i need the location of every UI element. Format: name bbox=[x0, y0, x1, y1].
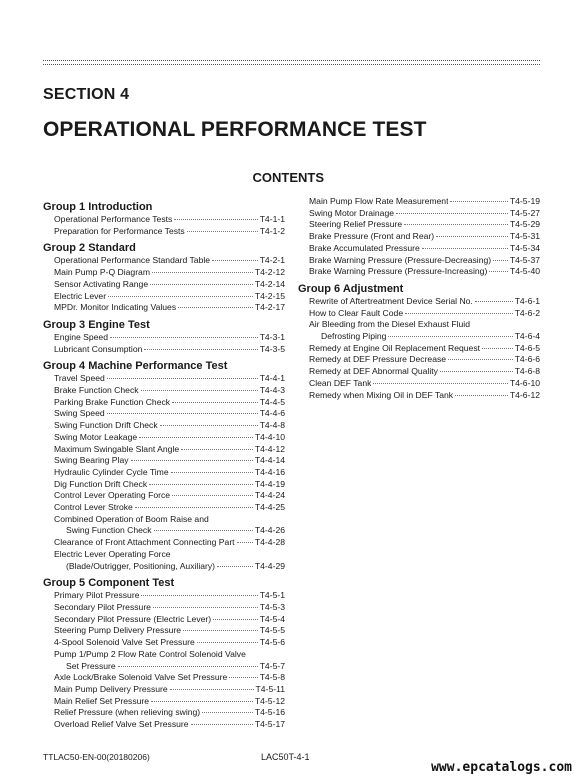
toc-entry[interactable] bbox=[43, 490, 285, 502]
toc-entry-title: Secondary Pilot Pressure bbox=[54, 601, 151, 612]
toc-entry-multiline[interactable] bbox=[298, 319, 540, 342]
toc-entry-title: Control Lever Stroke bbox=[54, 502, 133, 513]
toc-entry-title: Main Relief Set Pressure bbox=[54, 695, 150, 706]
toc-entry-page: T4-5-29 bbox=[509, 219, 540, 230]
toc-entry-page: T4-5-8 bbox=[259, 672, 285, 683]
toc-entry-page: T4-4-12 bbox=[254, 443, 285, 454]
toc-entry-title: Swing Bearing Play bbox=[54, 455, 129, 466]
toc-entry[interactable] bbox=[43, 707, 285, 719]
toc-entry[interactable] bbox=[298, 366, 540, 378]
toc-entry-page: T4-6-12 bbox=[509, 389, 540, 400]
toc-entry-page: T4-6-4 bbox=[514, 331, 540, 342]
toc-entry-title: Swing Function Drift Check bbox=[54, 420, 158, 431]
toc-entry[interactable] bbox=[43, 332, 285, 344]
leader-dots bbox=[170, 689, 254, 690]
toc-entry-page: T4-4-1 bbox=[259, 373, 285, 384]
leader-dots bbox=[422, 248, 508, 249]
toc-entry[interactable] bbox=[43, 420, 285, 432]
toc-entry[interactable] bbox=[43, 373, 285, 385]
toc-entry-page: T4-6-10 bbox=[509, 377, 540, 388]
toc-entry-page: T4-5-37 bbox=[509, 254, 540, 265]
top-rule bbox=[43, 60, 540, 61]
leader-dots bbox=[172, 402, 258, 403]
toc-entry-title: 4-Spool Solenoid Valve Set Pressure bbox=[54, 637, 195, 648]
toc-entry-title-line1: Combined Operation of Boom Raise and bbox=[54, 513, 209, 524]
toc-entry[interactable] bbox=[43, 291, 285, 303]
toc-entry-title: Steering Pump Delivery Pressure bbox=[54, 625, 182, 636]
toc-entry-title-line1: Electric Lever Operating Force bbox=[54, 548, 171, 559]
toc-entry-page: T4-5-40 bbox=[509, 266, 540, 277]
toc-entry[interactable] bbox=[43, 408, 285, 420]
footer-page-code: LAC50T-4-1 bbox=[261, 752, 310, 762]
toc-entry[interactable] bbox=[43, 672, 285, 684]
contents-heading: CONTENTS bbox=[252, 170, 324, 185]
leader-dots bbox=[135, 507, 253, 508]
toc-entry-title: Parking Brake Function Check bbox=[54, 396, 171, 407]
leader-dots bbox=[213, 619, 258, 620]
page-title: OPERATIONAL PERFORMANCE TEST bbox=[43, 118, 427, 141]
toc-entry[interactable] bbox=[298, 219, 540, 231]
leader-dots bbox=[118, 666, 258, 667]
leader-dots bbox=[172, 495, 253, 496]
toc-entry-page: T4-4-8 bbox=[259, 420, 285, 431]
leader-dots bbox=[237, 542, 253, 543]
toc-group-title[interactable]: Group 5 Component Test bbox=[43, 577, 175, 590]
leader-dots bbox=[171, 472, 253, 473]
toc-entry-page: T4-5-1 bbox=[259, 590, 285, 601]
toc-entry[interactable] bbox=[298, 378, 540, 390]
toc-group-title[interactable]: Group 3 Engine Test bbox=[43, 318, 150, 331]
leader-dots bbox=[110, 337, 258, 338]
leader-dots bbox=[183, 630, 258, 631]
toc-entry[interactable] bbox=[298, 208, 540, 220]
toc-entry-title: Operational Performance Tests bbox=[54, 214, 173, 224]
toc-entry[interactable] bbox=[298, 243, 540, 255]
toc-entry-page: T4-4-6 bbox=[259, 408, 285, 419]
toc-entry-page: T4-5-4 bbox=[259, 613, 285, 624]
section-label: SECTION 4 bbox=[43, 86, 130, 103]
toc-entry-page: T4-5-19 bbox=[509, 196, 540, 206]
toc-entry[interactable] bbox=[43, 267, 285, 279]
toc-entry-title: Sensor Activating Range bbox=[54, 278, 149, 289]
leader-dots bbox=[131, 460, 253, 461]
toc-entry-page: T4-1-1 bbox=[259, 214, 285, 224]
leader-dots bbox=[153, 607, 258, 608]
toc-entry-page: T4-3-1 bbox=[259, 331, 285, 342]
toc-entry-page: T4-5-16 bbox=[254, 707, 285, 718]
toc-entry-title: Operational Performance Standard Table bbox=[54, 255, 211, 266]
leader-dots bbox=[450, 201, 507, 202]
toc-entry-title-line1: Pump 1/Pump 2 Flow Rate Control Solenoid Valve bbox=[54, 648, 246, 659]
toc-entry-title: Main Pump Delivery Pressure bbox=[54, 683, 168, 694]
toc-entry-multiline[interactable] bbox=[43, 549, 285, 572]
toc-entry-title: Main Pump P-Q Diagram bbox=[54, 267, 150, 278]
leader-dots bbox=[388, 336, 512, 337]
toc-entry[interactable] bbox=[43, 602, 285, 614]
leader-dots bbox=[107, 378, 258, 379]
toc-entry[interactable] bbox=[43, 684, 285, 696]
toc-entry[interactable] bbox=[43, 590, 285, 602]
toc-entry-page: T4-5-31 bbox=[509, 231, 540, 242]
toc-entry-title: Remedy at DEF Abnormal Quality bbox=[309, 366, 438, 377]
toc-entry-page: T4-5-6 bbox=[259, 637, 285, 648]
leader-dots bbox=[141, 595, 257, 596]
toc-entry-page: T4-5-3 bbox=[259, 601, 285, 612]
toc-entry-page: T4-5-7 bbox=[259, 660, 285, 671]
leader-dots bbox=[178, 307, 253, 308]
leader-dots bbox=[144, 349, 257, 350]
leader-dots bbox=[150, 284, 253, 285]
toc-entry-page: T4-4-10 bbox=[254, 431, 285, 442]
toc-entry-page: T4-4-14 bbox=[254, 455, 285, 466]
toc-entry-title: Lubricant Consumption bbox=[54, 343, 143, 354]
leader-dots bbox=[482, 348, 513, 349]
toc-entry[interactable] bbox=[43, 561, 285, 573]
toc-entry-title: MPDr. Monitor Indicating Values bbox=[54, 302, 177, 313]
toc-entry-page: T4-6-6 bbox=[514, 354, 540, 365]
toc-entry[interactable] bbox=[43, 719, 285, 731]
toc-entry-page: T4-2-1 bbox=[259, 255, 285, 266]
toc-entry-multiline[interactable] bbox=[43, 649, 285, 672]
watermark-text: www.epcatalogs.com bbox=[431, 760, 572, 775]
toc-entry-title: Set Pressure bbox=[66, 660, 116, 671]
toc-entry-page: T4-2-14 bbox=[254, 278, 285, 289]
toc-entry[interactable] bbox=[43, 479, 285, 491]
toc-entry-page: T4-2-17 bbox=[254, 302, 285, 313]
leader-dots bbox=[108, 296, 253, 297]
toc-entry-page: T4-6-5 bbox=[514, 342, 540, 353]
toc-entry-title: Brake Accumulated Pressure bbox=[309, 242, 420, 253]
toc-entry-title: How to Clear Fault Code bbox=[309, 307, 404, 318]
toc-entry-page: T4-5-17 bbox=[254, 719, 285, 730]
leader-dots bbox=[217, 566, 253, 567]
toc-entry[interactable] bbox=[43, 455, 285, 467]
toc-entry[interactable] bbox=[298, 343, 540, 355]
leader-dots bbox=[404, 224, 508, 225]
leader-dots bbox=[396, 213, 508, 214]
leader-dots bbox=[436, 236, 508, 237]
toc-right-column bbox=[298, 196, 540, 403]
leader-dots bbox=[141, 390, 258, 391]
toc-entry-title: Secondary Pilot Pressure (Electric Lever) bbox=[54, 613, 212, 624]
leader-dots bbox=[160, 425, 258, 426]
toc-entry-page: T4-4-26 bbox=[254, 525, 285, 536]
toc-entry-title: Overload Relief Valve Set Pressure bbox=[54, 719, 189, 730]
toc-entry-title: Control Lever Operating Force bbox=[54, 490, 171, 501]
toc-entry-page: T4-2-15 bbox=[254, 290, 285, 301]
toc-entry-title: Steering Relief Pressure bbox=[309, 219, 403, 230]
toc-entry-title: Swing Motor Drainage bbox=[309, 207, 395, 218]
leader-dots bbox=[373, 383, 507, 384]
toc-entry[interactable] bbox=[298, 255, 540, 267]
toc-entry[interactable] bbox=[43, 614, 285, 626]
toc-entry-page: T4-4-5 bbox=[259, 396, 285, 407]
leader-dots bbox=[448, 359, 513, 360]
leader-dots bbox=[202, 712, 253, 713]
toc-entry-title: Maximum Swingable Slant Angle bbox=[54, 443, 180, 454]
toc-entry[interactable] bbox=[43, 444, 285, 456]
toc-entry-page: T4-3-5 bbox=[259, 343, 285, 354]
footer-doc-code: TTLAC50-EN-00(20180206) bbox=[43, 752, 150, 762]
toc-entry-title: Electric Lever bbox=[54, 290, 107, 301]
toc-entry-page: T4-6-2 bbox=[514, 307, 540, 318]
toc-entry-title: Remedy when Mixing Oil in DEF Tank bbox=[309, 389, 454, 400]
toc-entry-page: T4-5-5 bbox=[259, 625, 285, 636]
toc-entry[interactable] bbox=[298, 266, 540, 278]
toc-entry-page: T4-1-2 bbox=[259, 225, 285, 236]
toc-entry[interactable] bbox=[43, 302, 285, 314]
leader-dots bbox=[229, 677, 257, 678]
leader-dots bbox=[212, 260, 258, 261]
toc-entry[interactable] bbox=[298, 296, 540, 308]
toc-entry-title: Primary Pilot Pressure bbox=[54, 590, 140, 601]
toc-entry-title: Remedy at Engine Oil Replacement Request bbox=[309, 342, 481, 353]
toc-entry[interactable] bbox=[43, 467, 285, 479]
leader-dots bbox=[440, 371, 513, 372]
toc-entry-title: Relief Pressure (when relieving swing) bbox=[54, 707, 201, 718]
toc-entry[interactable] bbox=[43, 255, 285, 267]
leader-dots bbox=[475, 301, 513, 302]
toc-group bbox=[43, 576, 285, 730]
toc-entry-title: Main Pump Flow Rate Measurement bbox=[309, 196, 449, 206]
toc-entry[interactable] bbox=[43, 661, 285, 673]
toc-group bbox=[298, 282, 540, 401]
toc-entry[interactable] bbox=[298, 390, 540, 402]
toc-entry-title: Axle Lock/Brake Solenoid Valve Set Pressure bbox=[54, 672, 228, 683]
toc-entry-page: T4-5-11 bbox=[255, 683, 285, 694]
toc-entry-page: T4-4-24 bbox=[254, 490, 285, 501]
toc-entry[interactable] bbox=[43, 525, 285, 537]
toc-entry-multiline[interactable] bbox=[43, 514, 285, 537]
toc-entry[interactable] bbox=[298, 196, 540, 208]
toc-entry[interactable] bbox=[43, 344, 285, 356]
toc-entry-title: Engine Speed bbox=[54, 331, 108, 342]
leader-dots bbox=[455, 395, 508, 396]
toc-group-title[interactable]: Group 2 Standard bbox=[43, 242, 136, 255]
toc-group bbox=[43, 318, 285, 355]
leader-dots bbox=[149, 484, 253, 485]
toc-entry-page: T4-2-12 bbox=[254, 267, 285, 278]
toc-entry-page: T4-5-34 bbox=[509, 242, 540, 253]
toc-group-title[interactable]: Group 1 Introduction bbox=[43, 201, 153, 213]
toc-entry[interactable] bbox=[298, 354, 540, 366]
toc-entry-title: Swing Motor Leakage bbox=[54, 431, 138, 442]
leader-dots bbox=[174, 219, 257, 220]
leader-dots bbox=[154, 530, 253, 531]
leader-dots bbox=[139, 437, 253, 438]
toc-entry[interactable] bbox=[298, 308, 540, 320]
toc-entry-title: Remedy at DEF Pressure Decrease bbox=[309, 354, 447, 365]
toc-entry-page: T4-4-29 bbox=[254, 560, 285, 571]
leader-dots bbox=[489, 271, 508, 272]
toc-entry[interactable] bbox=[43, 696, 285, 708]
toc-left-column bbox=[43, 196, 285, 733]
leader-dots bbox=[493, 260, 508, 261]
toc-entry[interactable] bbox=[43, 637, 285, 649]
toc-entry-title: Preparation for Performance Tests bbox=[54, 225, 185, 236]
leader-dots bbox=[197, 642, 258, 643]
leader-dots bbox=[405, 313, 513, 314]
leader-dots bbox=[191, 724, 253, 725]
toc-entry[interactable] bbox=[43, 226, 285, 238]
toc-entry-title-line1: Air Bleeding from the Diesel Exhaust Fluid bbox=[309, 319, 470, 330]
toc-group bbox=[43, 200, 285, 237]
toc-group-continued bbox=[298, 196, 540, 278]
toc-entry[interactable] bbox=[43, 385, 285, 397]
toc-entry[interactable] bbox=[298, 331, 540, 343]
toc-entry-title: Brake Pressure (Front and Rear) bbox=[309, 231, 435, 242]
leader-dots bbox=[151, 701, 253, 702]
toc-entry-title: Hydraulic Cylinder Cycle Time bbox=[54, 466, 169, 477]
leader-dots bbox=[107, 413, 258, 414]
toc-entry-title: Defrosting Piping bbox=[321, 331, 387, 342]
toc-group-title[interactable]: Group 6 Adjustment bbox=[298, 282, 404, 295]
leader-dots bbox=[152, 272, 253, 273]
toc-entry-title: Brake Function Check bbox=[54, 385, 139, 396]
top-rule-2 bbox=[43, 64, 540, 65]
toc-entry-page: T4-4-3 bbox=[259, 385, 285, 396]
toc-entry-page: T4-5-27 bbox=[509, 207, 540, 218]
toc-entry-page: T4-4-16 bbox=[254, 466, 285, 477]
toc-entry-page: T4-6-1 bbox=[514, 295, 540, 306]
toc-entry[interactable] bbox=[298, 231, 540, 243]
toc-entry-title: Swing Speed bbox=[54, 408, 105, 419]
toc-entry-page: T4-6-8 bbox=[514, 366, 540, 377]
toc-entry-title: Travel Speed bbox=[54, 373, 105, 384]
toc-group-title[interactable]: Group 4 Machine Performance Test bbox=[43, 360, 228, 373]
toc-group bbox=[43, 359, 285, 572]
toc-entry-title: Clean DEF Tank bbox=[309, 377, 372, 388]
toc-entry[interactable] bbox=[43, 625, 285, 637]
toc-entry-page: T4-5-12 bbox=[254, 695, 285, 706]
toc-entry-page: T4-4-25 bbox=[254, 502, 285, 513]
toc-entry-title: (Blade/Outrigger, Positioning, Auxiliary) bbox=[66, 560, 216, 571]
toc-entry-title: Clearance of Front Attachment Connecting Part bbox=[54, 537, 235, 548]
toc-entry[interactable] bbox=[43, 502, 285, 514]
toc-entry[interactable] bbox=[43, 397, 285, 409]
toc-group bbox=[43, 241, 285, 314]
toc-entry-title: Brake Warning Pressure (Pressure-Increasing) bbox=[309, 266, 488, 277]
leader-dots bbox=[187, 231, 258, 232]
toc-entry-title: Swing Function Check bbox=[66, 525, 152, 536]
toc-entry-title: Brake Warning Pressure (Pressure-Decreasing) bbox=[309, 254, 492, 265]
toc-entry-page: T4-4-19 bbox=[254, 478, 285, 489]
toc-entry[interactable] bbox=[43, 537, 285, 549]
toc-entry-title: Rewrite of Aftertreatment Device Serial No. bbox=[309, 295, 473, 306]
toc-entry[interactable] bbox=[43, 279, 285, 291]
leader-dots bbox=[181, 449, 253, 450]
toc-entry[interactable] bbox=[43, 432, 285, 444]
toc-entry-page: T4-4-28 bbox=[254, 537, 285, 548]
toc-entry-title: Dig Function Drift Check bbox=[54, 478, 148, 489]
toc-entry[interactable] bbox=[43, 214, 285, 226]
